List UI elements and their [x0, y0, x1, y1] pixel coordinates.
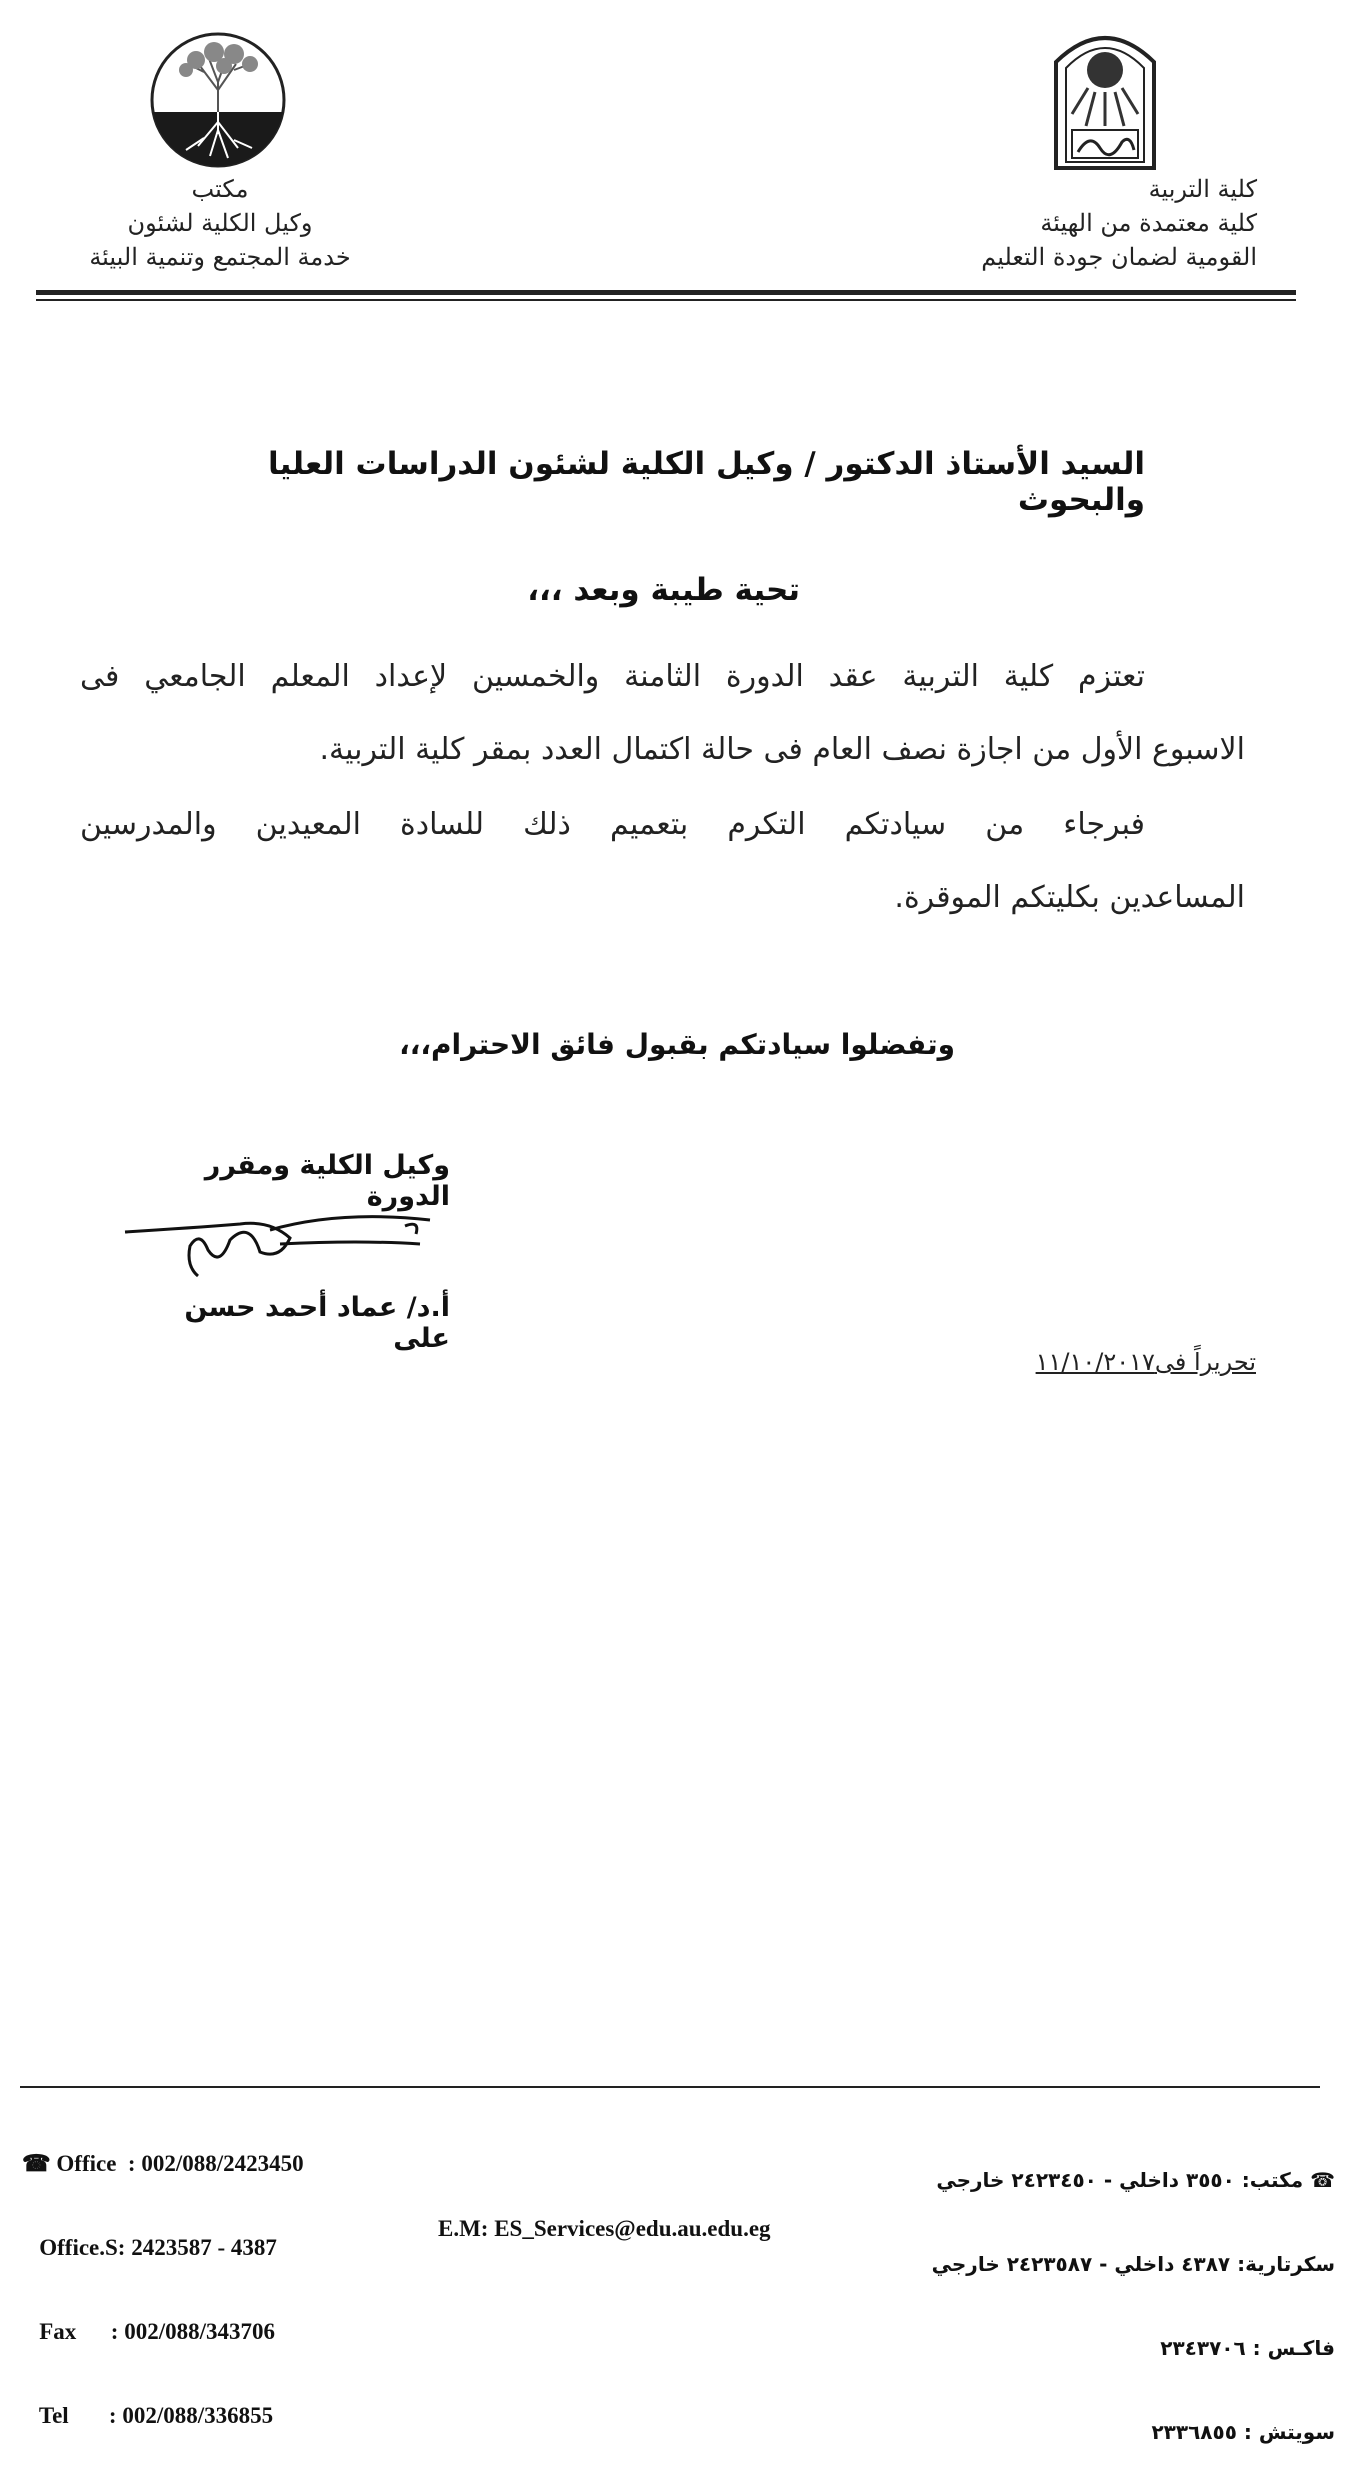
footer-rule — [20, 2086, 1320, 2088]
header-right-text — [837, 172, 1257, 274]
faculty-name: كلية التربية — [1148, 175, 1257, 203]
paragraph-1-line-2: الاسبوع الأول من اجازة نصف العام فى حالة اكتمال العدد بمقر كلية التربية. — [319, 732, 1245, 767]
accreditation-line-2: القومية لضمان جودة التعليم — [981, 243, 1257, 271]
vice-dean-line: وكيل الكلية لشئون — [127, 209, 313, 237]
header-rule-thin — [36, 299, 1296, 301]
date: تحريراً فى١١/١٠/٢٠١٧ — [1035, 1348, 1256, 1376]
signatory-name: أ.د/ عماد أحمد حسن على — [184, 1292, 450, 1354]
paragraph-2-line-2: المساعدين بكليتكم الموقرة. — [894, 880, 1245, 915]
addressee: السيد الأستاذ الدكتور / وكيل الكلية لشئون الدراسات العليا والبحوث — [268, 446, 1145, 518]
footer-english-contacts — [22, 2094, 482, 2458]
university-logo — [1050, 22, 1160, 170]
header-left-text — [70, 172, 370, 274]
greeting: تحية طيبة وبعد ،،، — [527, 572, 800, 608]
paragraph-2-line-1: فبرجاء من سيادتكم التكرم بتعميم ذلك للسادة المعيدين والمدرسين — [80, 807, 1145, 842]
accreditation-line-1: كلية معتمدة من الهيئة — [1040, 209, 1257, 237]
footer-tel: Tel : 002/088/336855 — [22, 2403, 274, 2428]
header-rule-thick — [36, 290, 1296, 295]
footer-ar-office: ☎ مكتب: ٣٥٥٠ داخلي - ٢٤٢٣٤٥٠ خارجي — [936, 2168, 1335, 2192]
footer-ar-switch: سويتش : ٢٣٣٦٨٥٥ — [1151, 2420, 1335, 2444]
footer-email: E.M: ES_Services@edu.au.edu.eg — [438, 2216, 771, 2241]
handwritten-signature — [120, 1180, 440, 1290]
footer-ar-fax: فاكـس : ٢٣٤٣٧٠٦ — [1160, 2336, 1335, 2360]
footer-fax: Fax : 002/088/343706 — [22, 2319, 275, 2344]
community-service-line: خدمة المجتمع وتنمية البيئة — [89, 243, 351, 271]
office-label: مكتب — [191, 175, 249, 203]
footer-office-s: Office.S: 2423587 - 4387 — [22, 2235, 277, 2260]
signatory-title: وكيل الكلية ومقرر الدورة — [204, 1150, 450, 1212]
paragraph-1-line-1: تعتزم كلية التربية عقد الدورة الثامنة والخمسين لإعداد المعلم الجامعي فى — [80, 659, 1145, 694]
footer-office: ☎ Office : 002/088/2423450 — [22, 2151, 304, 2176]
footer-arabic-contacts — [865, 2110, 1335, 2474]
tree-logo — [148, 30, 288, 170]
footer-ar-secretary: سكرتارية: ٤٣٨٧ داخلي - ٢٤٢٣٥٨٧ خارجي — [931, 2252, 1335, 2276]
closing: وتفضلوا سيادتكم بقبول فائق الاحترام،،، — [399, 1028, 955, 1061]
